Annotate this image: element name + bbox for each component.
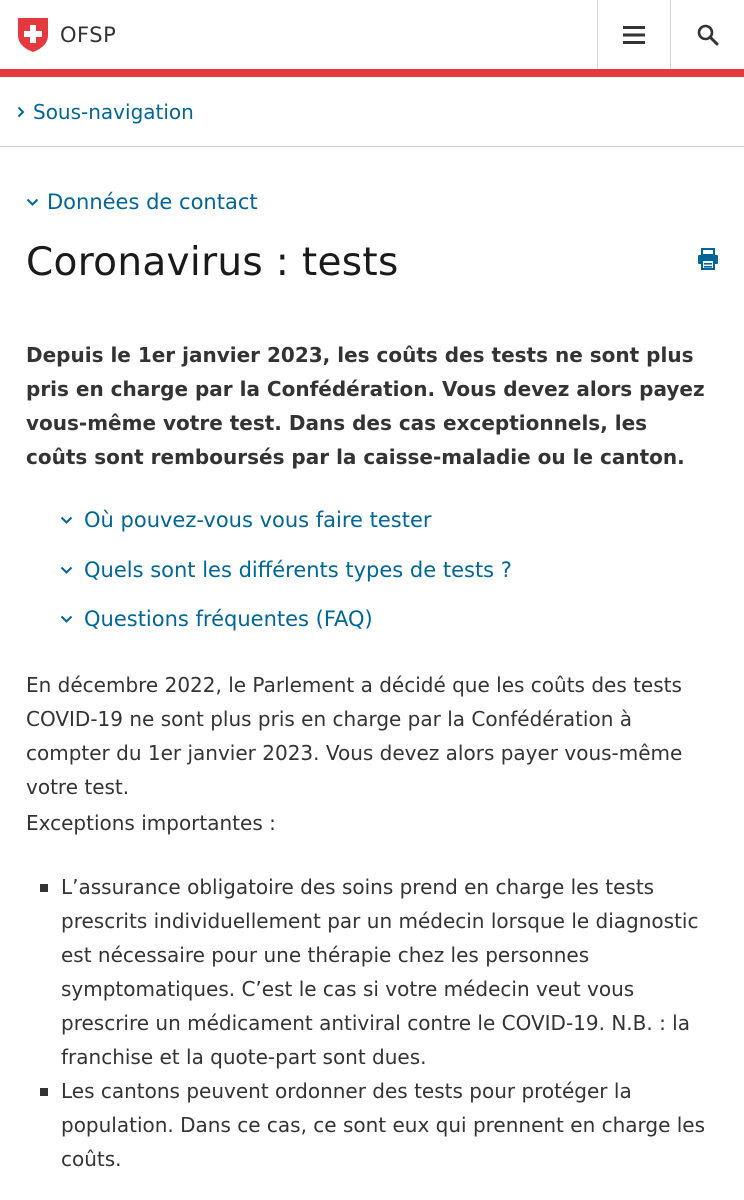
brand-home-link[interactable] (0, 0, 597, 69)
chevron-down-icon (26, 198, 39, 207)
sub-navigation-label: Sous-navigation (33, 99, 194, 124)
accordion-label: Quels sont les différents types de tests ? (84, 558, 512, 582)
exceptions-list (40, 870, 720, 1176)
accordion-faq[interactable] (60, 607, 700, 631)
list-item-text: Les cantons peuvent ordonner des tests pour protéger la population. Dans ce cas, ce sont eux qui prennent en charge les coûts. (61, 1079, 706, 1171)
search-button[interactable] (670, 0, 744, 69)
contact-data-label: Données de contact (47, 190, 258, 214)
chevron-down-icon (60, 566, 73, 575)
accordion-label: Où pouvez-vous vous faire tester (84, 508, 432, 532)
swiss-shield-icon (17, 17, 49, 53)
body-paragraph: En décembre 2022, le Parlement a décidé que les coûts des tests COVID-19 ne sont plus pris en charge par la Confédération à compter du 1er janvier 2023. Vous devez alors payer vous-même votre test. (26, 673, 683, 799)
exceptions-label: Exceptions importantes : (26, 811, 276, 835)
brand-name: OFSP (60, 22, 117, 47)
header-accent-bar (0, 69, 744, 77)
accordion-test-types[interactable] (60, 558, 700, 582)
accordion-where-to-test[interactable] (60, 508, 700, 532)
accordion-label: Questions fréquentes (FAQ) (84, 607, 373, 631)
bullet-icon (40, 884, 48, 892)
contact-data-toggle[interactable] (26, 190, 258, 214)
menu-button[interactable] (597, 0, 670, 69)
list-item-text: L’assurance obligatoire des soins prend en charge les tests prescrits individuellement par un médecin lorsque le diagnostic est nécessaire pour une thérapie chez les personnes symptomatiques. C’est le cas si votre médecin veut vous prescrire un médicament antiviral contre le COVID-19. N.B. : la franchise et la quote-part sont dues. (61, 875, 699, 1069)
hamburger-icon (623, 26, 645, 44)
search-icon (697, 24, 719, 46)
page-title: Coronavirus : tests (26, 240, 399, 285)
lead-paragraph: Depuis le 1er janvier 2023, les coûts des tests ne sont plus pris en charge par la Confédération. Vous devez alors payez vous-même votre test. Dans des cas exceptionnels, les coûts sont remboursés par la caisse-maladie ou le canton. (26, 343, 705, 469)
chevron-down-icon (60, 516, 73, 525)
printer-icon[interactable] (697, 248, 719, 270)
top-header (0, 0, 744, 69)
list-item (40, 1074, 720, 1176)
bullet-icon (40, 1088, 48, 1096)
list-item (40, 870, 720, 1074)
sub-navigation-toggle[interactable] (0, 77, 744, 147)
chevron-down-icon (60, 615, 73, 624)
chevron-right-icon (17, 106, 25, 118)
